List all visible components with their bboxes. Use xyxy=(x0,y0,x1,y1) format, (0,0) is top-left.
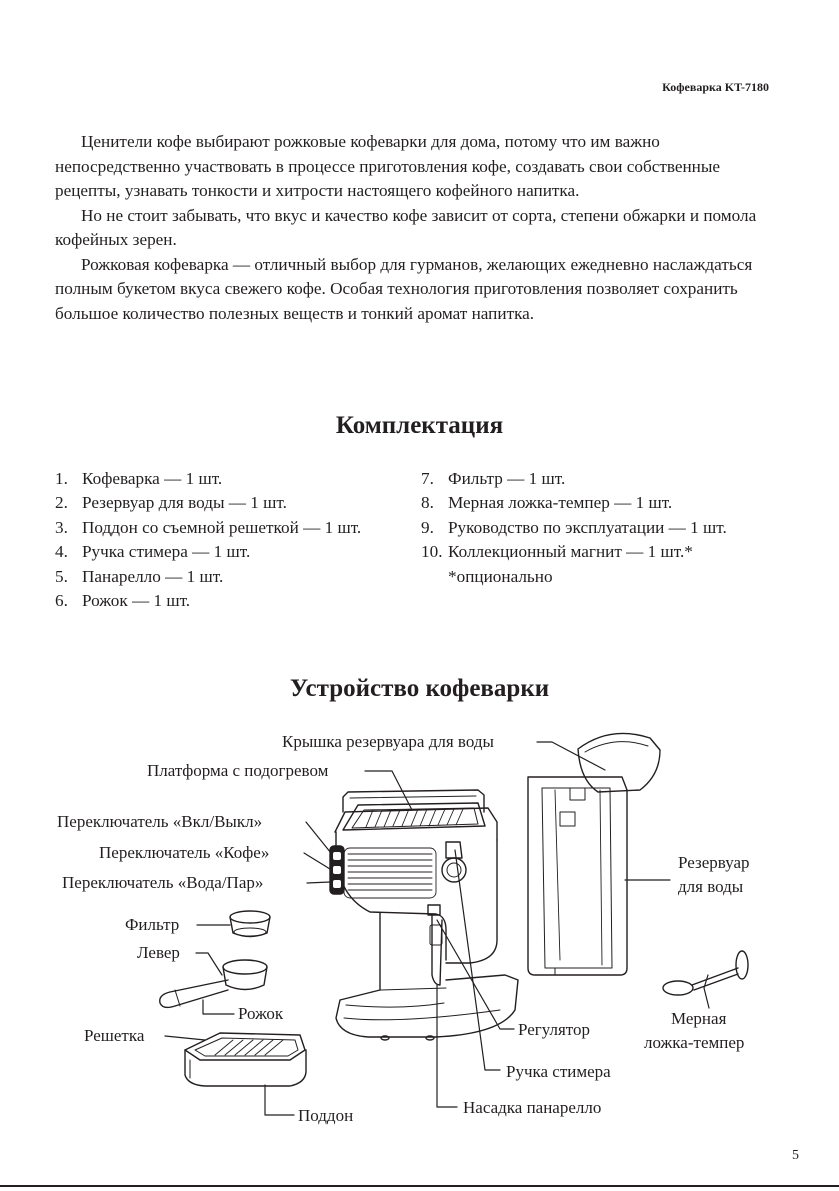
kit-item-number: 4. xyxy=(55,542,68,562)
label-filter: Фильтр xyxy=(125,915,180,934)
kit-item-number: 8. xyxy=(421,493,434,513)
label-switch-power: Переключатель «Вкл/Выкл» xyxy=(57,812,263,831)
label-reservoir-line1: Резервуар xyxy=(678,853,750,872)
label-switch-coffee: Переключатель «Кофе» xyxy=(99,843,270,862)
kit-item-text: Кофеварка — 1 шт. xyxy=(82,469,223,488)
label-reservoir-lid: Крышка резервуара для воды xyxy=(282,732,494,751)
kit-item-text: Панарелло — 1 шт. xyxy=(82,566,224,586)
kit-item-text: Мерная ложка-темпер — 1 шт. xyxy=(448,493,673,513)
label-lever: Левер xyxy=(137,943,180,962)
label-spoon-line2: ложка-темпер xyxy=(644,1033,745,1052)
kit-item-number: 1. xyxy=(55,469,68,488)
label-steamer-handle: Ручка стимера xyxy=(506,1062,611,1081)
steam-wand xyxy=(428,905,442,985)
portafilter xyxy=(160,960,267,1007)
kit-item-text: Фильтр — 1 шт. xyxy=(448,469,566,488)
label-switch-water-steam: Переключатель «Вода/Пар» xyxy=(62,873,264,892)
label-portafilter: Рожок xyxy=(238,1004,284,1023)
kit-item-text: Резервуар для воды — 1 шт. xyxy=(82,493,287,513)
steam-knob xyxy=(442,842,466,882)
label-tray: Поддон xyxy=(298,1106,354,1125)
label-grate: Решетка xyxy=(84,1026,145,1045)
intro-paragraph: Ценители кофе выбирают рожковые кофеварки для дома, потому что им важно непосредственно участвовать в процессе приготовления кофе, создавать свои собственные рецепты, узнавать тонкости и хитрости настоящего кофейного напитка. xyxy=(55,132,721,200)
water-reservoir xyxy=(528,777,627,975)
kit-item-number: 6. xyxy=(55,591,68,611)
label-spoon-line1: Мерная xyxy=(671,1009,727,1028)
measuring-spoon-tamper xyxy=(663,951,748,995)
kit-item-number: 3. xyxy=(55,517,68,537)
intro-paragraph: Рожковая кофеварка — отличный выбор для гурманов, желающих ежедневно наслаждаться полным букетом вкуса свежего кофе. Особая технология приготовления позволяет сохранить большое количество полезных веществ и тонкий аромат напитка. xyxy=(55,254,753,323)
kit-item-text: Рожок — 1 шт. xyxy=(82,591,191,611)
kit-item-text: Ручка стимера — 1 шт. xyxy=(82,542,251,562)
device-section-title: Устройство кофеварки xyxy=(289,675,550,702)
kit-item-number: 2. xyxy=(55,493,68,513)
warming-platform xyxy=(343,803,485,830)
page-number: 5 xyxy=(792,1148,799,1163)
filter xyxy=(230,911,270,937)
kit-item-text: Руководство по эксплуатации — 1 шт. xyxy=(448,517,727,537)
kit-item-number: 5. xyxy=(55,566,68,586)
label-warming-platform: Платформа с подогревом xyxy=(147,761,329,780)
kit-optional-note: *опционально xyxy=(448,566,553,586)
machine-drip-tray xyxy=(380,988,446,1040)
kit-item-number: 9. xyxy=(421,517,434,537)
kit-item-text: Поддон со съемной решеткой — 1 шт. xyxy=(82,517,362,537)
intro-paragraph: Но не стоит забывать, что вкус и качество кофе зависит от сорта, степени обжарки и помола кофейных зерен. xyxy=(55,205,757,249)
kit-item-number: 7. xyxy=(421,469,434,488)
document-header-title: Кофеварка KT-7180 xyxy=(662,80,769,94)
control-panel xyxy=(330,846,344,894)
kit-item-text: Коллекционный магнит — 1 шт.* xyxy=(448,542,693,562)
drip-tray-grate xyxy=(185,1033,305,1060)
label-regulator: Регулятор xyxy=(518,1020,591,1039)
bottom-rule xyxy=(0,1185,839,1187)
label-panarello: Насадка панарелло xyxy=(463,1098,602,1117)
kit-item-number: 10. xyxy=(421,542,443,562)
label-reservoir-line2: для воды xyxy=(678,877,744,896)
kit-section-title: Комплектация xyxy=(335,412,504,439)
front-vent-grille xyxy=(344,848,436,898)
